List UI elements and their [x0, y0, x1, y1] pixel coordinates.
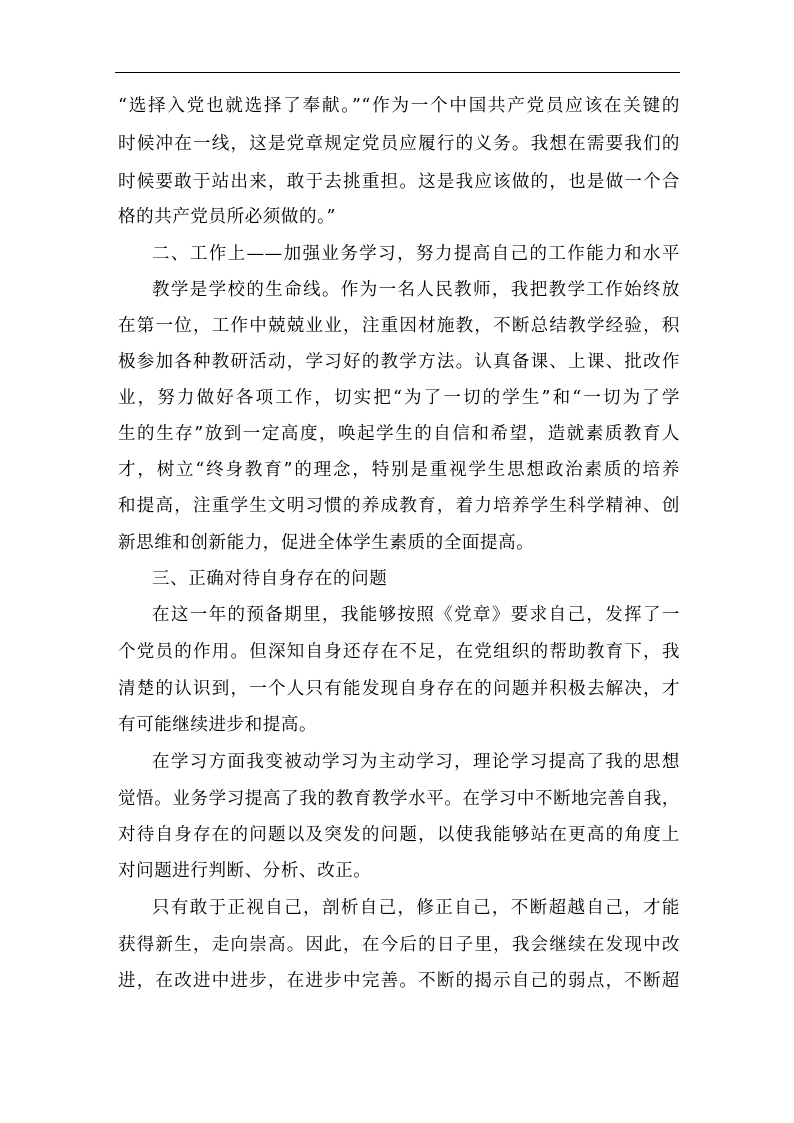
- text-line: 业，努力做好各项工作，切实把“为了一切的学生”和“一切为了学: [118, 388, 680, 408]
- text-line: 新思维和创新能力，促进全体学生素质的全面提高。: [118, 533, 535, 553]
- text-line: 极参加各种教研活动，学习好的教学方法。认真备课、上课、批改作: [118, 352, 680, 372]
- text-line: 获得新生，走向崇高。因此，在今后的日子里，我会继续在发现中改: [118, 935, 680, 955]
- header-rule: [115, 72, 680, 73]
- text-line: 对问题进行判断、分析、改正。: [118, 861, 372, 881]
- text-line: 教学是学校的生命线。作为一名人民教师，我把教学工作始终放: [152, 280, 680, 300]
- text-line: 有可能继续进步和提高。: [118, 715, 318, 735]
- section-heading: 三、正确对待自身存在的问题: [152, 569, 388, 589]
- text-line: 时候要敢于站出来，敢于去挑重担。这是我应该做的，也是做一个合: [118, 172, 680, 192]
- text-line: 进，在改进中进步，在进步中完善。不断的揭示自己的弱点，不断超: [118, 971, 680, 991]
- text-line: 时候冲在一线，这是党章规定党员应履行的义务。我想在需要我们的: [118, 134, 680, 154]
- text-line: 生的生存”放到一定高度，唤起学生的自信和希望，造就素质教育人: [118, 424, 680, 444]
- text-line: 个党员的作用。但深知自身还存在不足，在党组织的帮助教育下，我: [118, 642, 680, 662]
- text-line: 格的共产党员所必须做的。”: [118, 207, 336, 227]
- text-line: “选择入党也就选择了奉献。”“作为一个中国共产党员应该在关键的: [118, 96, 680, 116]
- section-heading: 二、工作上——加强业务学习，努力提高自己的工作能力和水平: [152, 244, 680, 264]
- text-line: 在学习方面我变被动学习为主动学习，理论学习提高了我的思想: [152, 752, 680, 772]
- text-line: 才，树立“终身教育”的理念，特别是重视学生思想政治素质的培养: [118, 460, 680, 480]
- text-line: 觉悟。业务学习提高了我的教育教学水平。在学习中不断地完善自我，: [118, 789, 680, 809]
- text-line: 对待自身存在的问题以及突发的问题，以使我能够站在更高的角度上: [118, 825, 680, 845]
- text-line: 清楚的认识到，一个人只有能发现自身存在的问题并积极去解决，才: [118, 679, 680, 699]
- text-line: 只有敢于正视自己，剖析自己，修正自己，不断超越自己，才能: [152, 898, 680, 918]
- text-line: 和提高，注重学生文明习惯的养成教育，着力培养学生科学精神、创: [118, 496, 680, 516]
- text-line: 在这一年的预备期里，我能够按照《党章》要求自己，发挥了一: [152, 605, 680, 625]
- text-line: 在第一位，工作中兢兢业业，注重因材施教，不断总结教学经验，积: [118, 316, 680, 336]
